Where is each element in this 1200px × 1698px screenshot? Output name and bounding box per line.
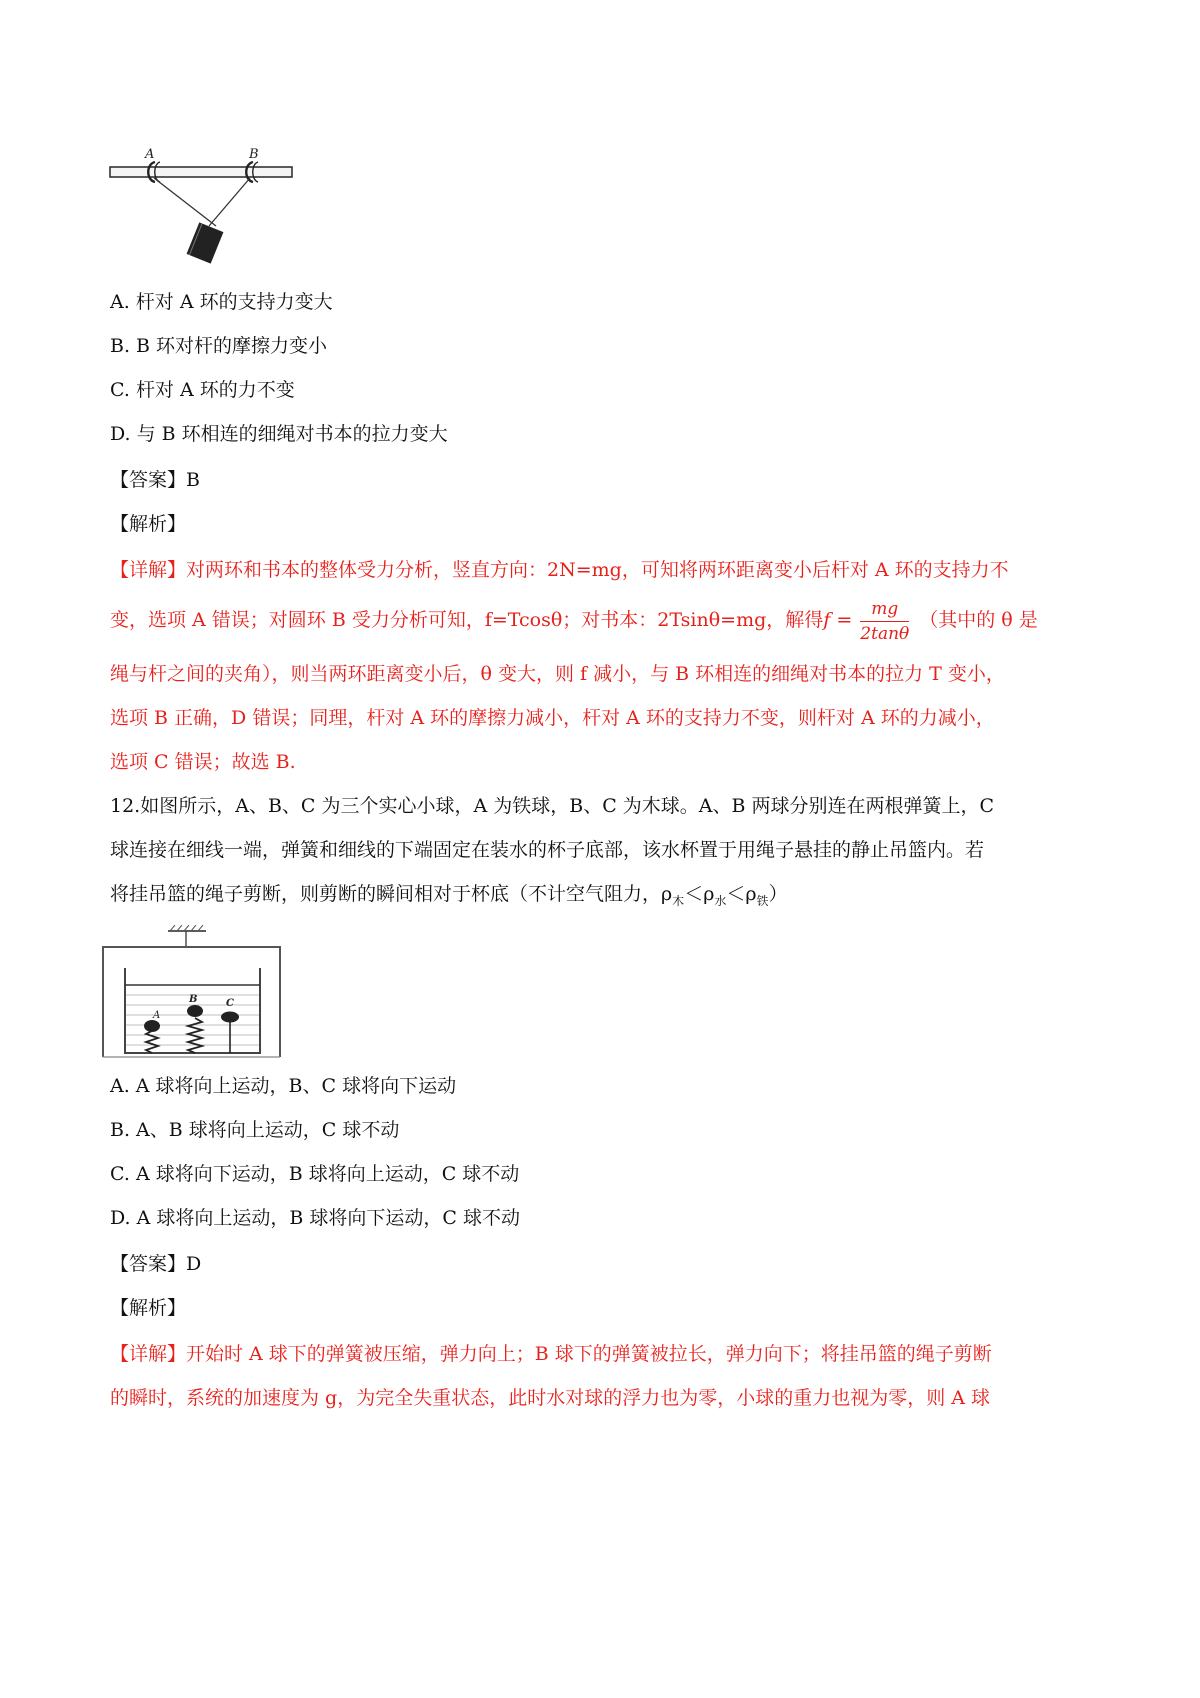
ring-b-label: B	[249, 147, 259, 162]
q11-option-b: B. B 环对杆的摩擦力变小	[110, 335, 328, 357]
ball-b	[187, 1005, 203, 1017]
q12-answer: 【答案】D	[110, 1253, 202, 1275]
q12-option-a: A. A 球将向上运动，B、C 球将向下运动	[110, 1075, 457, 1097]
q12-option-b: B. A、B 球将向上运动，C 球不动	[110, 1119, 400, 1141]
q12-detail-line-2: 的瞬时，系统的加速度为 g，为完全失重状态，此时水对球的浮力也为零，小球的重力也视为零，则 A 球	[110, 1387, 991, 1409]
string-a	[154, 178, 216, 226]
rod-rings-figure	[108, 140, 298, 270]
friction-fraction: $\frac{mg}{2\tan\theta}$	[860, 598, 910, 644]
string-b	[209, 178, 250, 226]
q11-detail-line-2: 变，选项 A 错误；对圆环 B 受力分析可知，f=Tcosθ；对书本：2Tsinθ=mg，解得f = $\frac{mg}{2\tan\theta}$ （其中的 θ 是	[110, 598, 1038, 644]
ball-c-label: C	[226, 998, 234, 1009]
q11-detail-line-5: 选项 C 错误；故选 B.	[110, 751, 296, 773]
q12-stem-line-2: 球连接在细线一端，弹簧和细线的下端固定在装水的杯子底部，该水杯置于用绳子悬挂的静止吊篮内。若	[110, 839, 985, 861]
q12-option-c: C. A 球将向下运动，B 球将向上运动，C 球不动	[110, 1163, 520, 1185]
ring-a-label: A	[145, 147, 155, 162]
q12-stem-line-3: 将挂吊篮的绳子剪断，则剪断的瞬间相对于杯底（不计空气阻力，$\rho_木<\rho_水<\rho_铁$）	[110, 883, 788, 908]
spring-a	[146, 1031, 158, 1053]
q11-option-d: D. 与 B 环相连的细绳对书本的拉力变大	[110, 423, 448, 445]
q11-detail-line-4: 选项 B 正确，D 错误；同理，杆对 A 环的摩擦力减小，杆对 A 环的支持力不变，则杆对 A 环的力减小，	[110, 707, 995, 729]
ball-a	[144, 1020, 160, 1032]
q11-detail-line-1: 【详解】对两环和书本的整体受力分析，竖直方向：2N=mg，可知将两环距离变小后杆对 A 环的支持力不	[110, 559, 1009, 581]
q12-option-d: D. A 球将向上运动，B 球将向下运动，C 球不动	[110, 1207, 520, 1229]
ball-a-label: A	[153, 1010, 161, 1021]
spring-b	[188, 1018, 202, 1053]
horizontal-rod	[110, 167, 292, 177]
book-shape	[187, 222, 224, 263]
q11-option-c: C. 杆对 A 环的力不变	[110, 379, 295, 401]
q12-stem-line-1: 12.如图所示，A、B、C 为三个实心小球，A 为铁球，B、C 为木球。A、B 两球分别连在两根弹簧上，C	[110, 795, 995, 817]
ball-c	[221, 1012, 239, 1023]
q11-answer: 【答案】B	[110, 469, 200, 491]
q12-detail-line-1: 【详解】开始时 A 球下的弹簧被压缩，弹力向上；B 球下的弹簧被拉长，弹力向下；将挂吊篮的绳子剪断	[110, 1343, 992, 1365]
q12-analysis-title: 【解析】	[110, 1297, 187, 1319]
q11-option-a: A. 杆对 A 环的支持力变大	[110, 291, 333, 313]
q11-analysis-title: 【解析】	[110, 513, 187, 535]
q11-detail-line-3: 绳与杆之间的夹角），则当两环距离变小后，θ 变大，则 f 减小，与 B 环相连的细绳对书本的拉力 T 变小，	[110, 663, 1005, 685]
ball-b-label: B	[189, 994, 198, 1005]
basket-cup-figure	[100, 925, 285, 1061]
